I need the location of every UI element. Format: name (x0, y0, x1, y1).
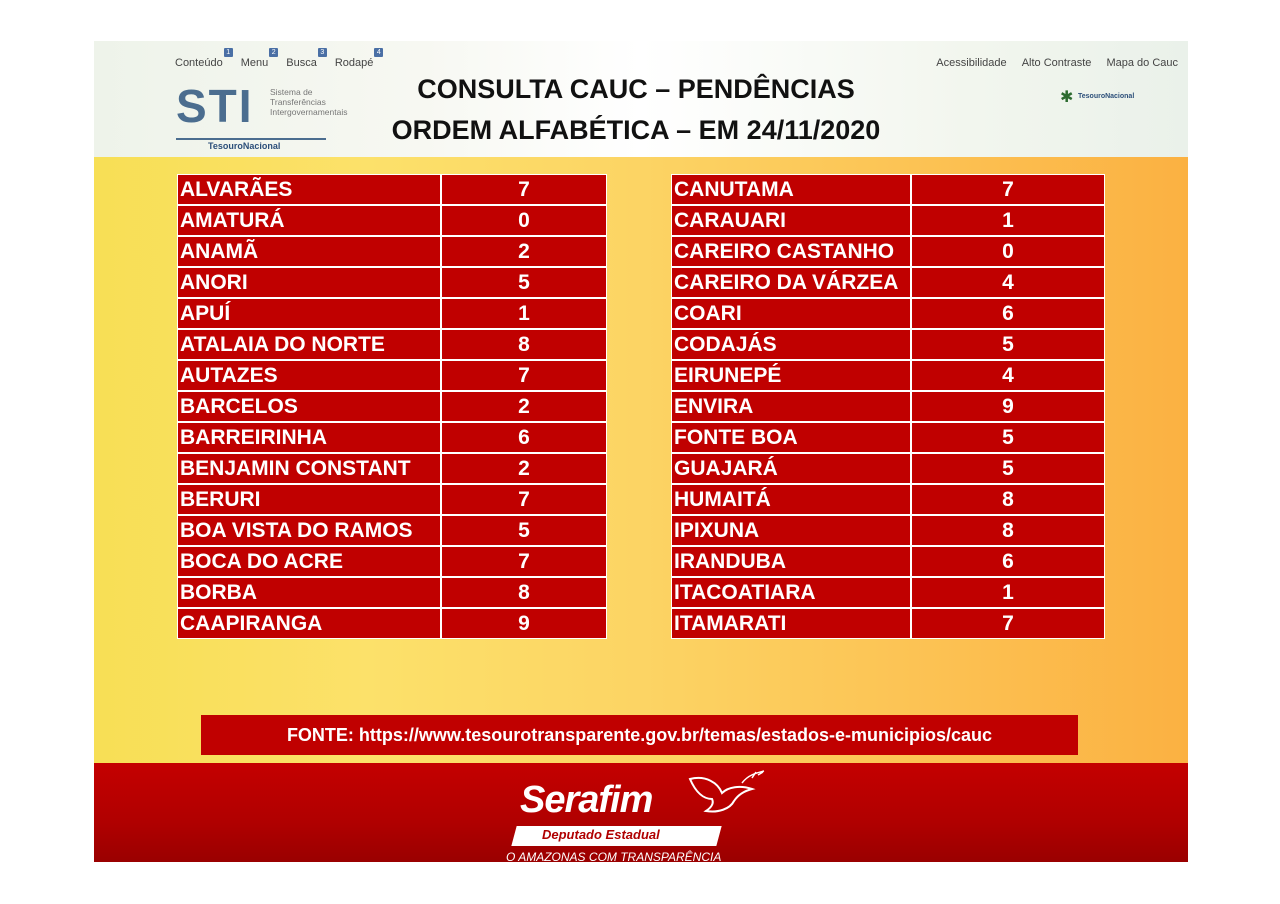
table-row (671, 484, 1105, 515)
municipality-table-right (671, 174, 1105, 639)
pending-count: 4 (911, 360, 1105, 391)
brand-name: Serafim (520, 779, 653, 821)
municipality-name: ITAMARATI (671, 608, 911, 639)
municipality-name: EIRUNEPÉ (671, 360, 911, 391)
pending-count: 6 (911, 546, 1105, 577)
pending-count: 2 (441, 453, 607, 484)
table-row (177, 484, 607, 515)
table-row (177, 608, 607, 639)
page-subtitle: ORDEM ALFABÉTICA – EM 24/11/2020 (391, 115, 881, 145)
pending-count: 5 (911, 422, 1105, 453)
pending-count: 7 (441, 174, 607, 205)
serafim-brand (506, 773, 774, 862)
tesouro-star-icon: ✱ (1060, 89, 1074, 106)
pending-count: 7 (441, 360, 607, 391)
pending-count: 6 (911, 298, 1105, 329)
sti-logo-bar (176, 138, 326, 140)
pending-count: 1 (911, 577, 1105, 608)
table-row (671, 577, 1105, 608)
table-row (671, 329, 1105, 360)
nav-number-badge: 4 (374, 48, 383, 57)
table-row (177, 422, 607, 453)
table-row (177, 515, 607, 546)
municipality-name: CAAPIRANGA (177, 608, 441, 639)
page-title: CONSULTA CAUC – PENDÊNCIAS (417, 74, 855, 104)
nav-item-rodape[interactable] (334, 49, 381, 69)
site-map-link[interactable]: Mapa do Cauc (1106, 57, 1178, 69)
municipality-name: FONTE BOA (671, 422, 911, 453)
table-row (671, 174, 1105, 205)
municipality-name: ITACOATIARA (671, 577, 911, 608)
municipality-name: ANAMÃ (177, 236, 441, 267)
municipality-name: CARAUARI (671, 205, 911, 236)
table-row (671, 391, 1105, 422)
sti-logo-letters: STI (176, 80, 254, 132)
municipality-name: APUÍ (177, 298, 441, 329)
table-row (177, 205, 607, 236)
municipality-name: AMATURÁ (177, 205, 441, 236)
municipality-name: ENVIRA (671, 391, 911, 422)
nav-right (924, 57, 1178, 69)
nav-item-menu[interactable] (240, 49, 276, 69)
table-row (671, 422, 1105, 453)
pending-count: 7 (911, 608, 1105, 639)
municipality-name: CODAJÁS (671, 329, 911, 360)
main-content (94, 157, 1188, 763)
municipality-name: HUMAITÁ (671, 484, 911, 515)
header-banner (94, 41, 1188, 157)
brand-subtitle: Deputado Estadual (542, 827, 660, 842)
table-row (177, 391, 607, 422)
source-note: FONTE: https://www.tesourotransparente.gov.br/temas/estados-e-municipios/cauc (201, 715, 1078, 755)
pending-count: 7 (911, 174, 1105, 205)
pending-count: 2 (441, 391, 607, 422)
table-row (177, 298, 607, 329)
pending-count: 8 (441, 329, 607, 360)
table-row (177, 267, 607, 298)
municipality-name: ATALAIA DO NORTE (177, 329, 441, 360)
pending-count: 2 (441, 236, 607, 267)
municipality-name: ALVARÃES (177, 174, 441, 205)
nav-label: Conteúdo (175, 57, 223, 69)
sti-logo-description: Sistema de Transferências Intergovernamentais (270, 87, 348, 117)
table-row (671, 515, 1105, 546)
dove-icon (682, 769, 772, 829)
pending-count: 0 (911, 236, 1105, 267)
municipality-name: BOCA DO ACRE (177, 546, 441, 577)
municipality-name: ANORI (177, 267, 441, 298)
municipality-name: BOA VISTA DO RAMOS (177, 515, 441, 546)
tesouro-logo-text: TesouroNacional (1078, 93, 1135, 100)
pending-count: 5 (911, 329, 1105, 360)
brand-tagline: O AMAZONAS COM TRANSPARÊNCIA (506, 850, 722, 862)
tesouro-nacional-logo (1060, 87, 1170, 109)
table-row (671, 608, 1105, 639)
pending-count: 9 (911, 391, 1105, 422)
municipality-name: CANUTAMA (671, 174, 911, 205)
municipality-name: CAREIRO CASTANHO (671, 236, 911, 267)
nav-left (175, 49, 391, 69)
table-row (177, 360, 607, 391)
nav-item-busca[interactable] (286, 49, 325, 69)
table-row (671, 236, 1105, 267)
municipality-name: BERURI (177, 484, 441, 515)
pending-count: 5 (911, 453, 1105, 484)
nav-number-badge: 1 (224, 48, 233, 57)
table-row (177, 329, 607, 360)
table-row (177, 577, 607, 608)
pending-count: 5 (441, 267, 607, 298)
footer-banner (94, 763, 1188, 862)
nav-label: Menu (240, 57, 269, 69)
municipality-table-left (177, 174, 607, 639)
pending-count: 1 (441, 298, 607, 329)
pending-count: 7 (441, 484, 607, 515)
municipality-name: BARREIRINHA (177, 422, 441, 453)
table-row (671, 267, 1105, 298)
pending-count: 8 (911, 484, 1105, 515)
high-contrast-link[interactable]: Alto Contraste (1021, 57, 1092, 69)
pending-count: 4 (911, 267, 1105, 298)
municipality-name: COARI (671, 298, 911, 329)
pending-count: 9 (441, 608, 607, 639)
municipality-name: BARCELOS (177, 391, 441, 422)
pending-count: 7 (441, 546, 607, 577)
table-row (177, 453, 607, 484)
municipality-name: CAREIRO DA VÁRZEA (671, 267, 911, 298)
municipality-name: AUTAZES (177, 360, 441, 391)
table-row (671, 298, 1105, 329)
nav-number-badge: 3 (318, 48, 327, 57)
table-row (671, 360, 1105, 391)
table-row (177, 236, 607, 267)
pending-count: 1 (911, 205, 1105, 236)
pending-count: 0 (441, 205, 607, 236)
nav-number-badge: 2 (269, 48, 278, 57)
table-row (177, 174, 607, 205)
accessibility-link[interactable]: Acessibilidade (936, 57, 1007, 69)
table-row (671, 453, 1105, 484)
nav-label: Busca (286, 57, 317, 69)
table-row (177, 546, 607, 577)
municipality-name: BENJAMIN CONSTANT (177, 453, 441, 484)
pending-count: 6 (441, 422, 607, 453)
pending-count: 8 (441, 577, 607, 608)
municipality-name: BORBA (177, 577, 441, 608)
table-row (671, 546, 1105, 577)
slide (94, 41, 1188, 862)
municipality-name: IPIXUNA (671, 515, 911, 546)
nav-label: Rodapé (334, 57, 374, 69)
pending-count: 5 (441, 515, 607, 546)
table-row (671, 205, 1105, 236)
municipality-name: IRANDUBA (671, 546, 911, 577)
pending-count: 8 (911, 515, 1105, 546)
municipality-name: GUAJARÁ (671, 453, 911, 484)
nav-item-conteudo[interactable] (175, 49, 231, 69)
sti-logo-tesouro: TesouroNacional (208, 141, 281, 151)
